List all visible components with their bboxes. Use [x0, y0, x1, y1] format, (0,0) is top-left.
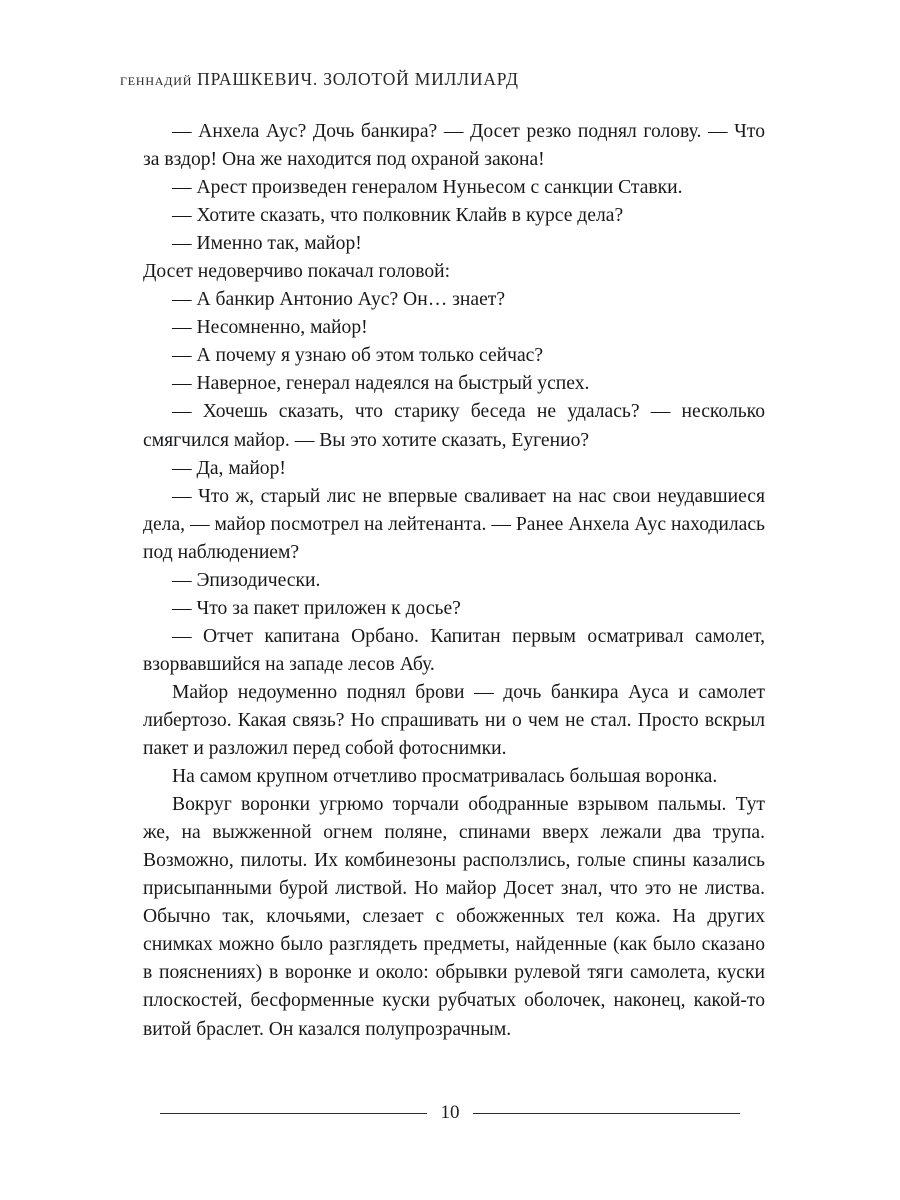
body-paragraph: — А почему я узнаю об этом только сейчас? [172, 345, 544, 367]
running-header-author: геннадий [120, 69, 193, 89]
body-paragraph: — А банкир Антонио Аус? Он… знает? [172, 289, 506, 311]
body-paragraph: — Хотите сказать, что полковник Клайв в курсе дела? [172, 205, 624, 227]
running-header-title: ПРАШКЕВИЧ. ЗОЛОТОЙ МИЛЛИАРД [197, 69, 519, 89]
body-paragraph: Досет недоверчиво покачал головой: [143, 261, 451, 283]
body-paragraph: — Анхела Аус? Дочь банкира? — Досет резко поднял голову. — Что за вздор! Она же находится под охраной закона! [143, 121, 765, 171]
body-text [143, 118, 765, 1044]
body-paragraph: — Арест произведен генералом Нуньесом с санкции Ставки. [172, 177, 683, 199]
body-paragraph: — Наверное, генерал надеялся на быстрый успех. [172, 373, 590, 395]
body-paragraph: — Что ж, старый лис не впервые сваливает на нас свои неудавшиеся дела, — майор посмотрел на лейтенанта. — Ранее Анхела Аус находилась под наблюдением? [143, 485, 765, 563]
body-paragraph: — Хочешь сказать, что старику беседа не удалась? — несколько смягчился майор. — Вы это хотите сказать, Еугенио? [143, 401, 765, 451]
body-paragraph: — Что за пакет приложен к досье? [172, 597, 461, 619]
footer-rule-right [473, 1113, 740, 1114]
body-paragraph: Майор недоуменно поднял брови — дочь банкира Ауса и самолет либертозо. Какая связь? Но спрашивать ни о чем не стал. Просто вскрыл пакет и разложил перед собой фотоснимки. [143, 681, 765, 760]
body-paragraph: — Да, майор! [172, 457, 286, 479]
body-paragraph: На самом крупном отчетливо просматривалась большая воронка. [172, 766, 718, 788]
body-paragraph: — Эпизодически. [172, 569, 321, 591]
body-paragraph: — Отчет капитана Орбано. Капитан первым осматривал самолет, взорвавшийся на западе лесов Абу. [143, 625, 765, 675]
page-footer [0, 1098, 900, 1128]
body-paragraph: Вокруг воронки угрюмо торчали ободранные взрывом пальмы. Тут же, на выжженной огнем поляне, спинами вверх лежали два трупа. Возможно, пилоты. Их комбинезоны расползлись, голые спины казались присыпанными бурой листвой. Но майор Досет знал, что это не листва. Обычно так, клочьями, слезает с обожженных тел кожа. На других снимках можно было разглядеть предметы, найденные (как было сказано в пояснениях) в воронке и около: обрывки рулевой тяги самолета, куски плоскостей, бесформенные куски рубчатых оболочек, наконец, какой-то витой браслет. Он казался полупрозрачным. [143, 794, 765, 1040]
body-paragraph: — Несомненно, майор! [172, 317, 368, 339]
page-number: 10 [440, 1102, 460, 1123]
body-paragraph: — Именно так, майор! [172, 233, 362, 255]
running-header [120, 68, 780, 90]
footer-rule-left [160, 1113, 427, 1114]
